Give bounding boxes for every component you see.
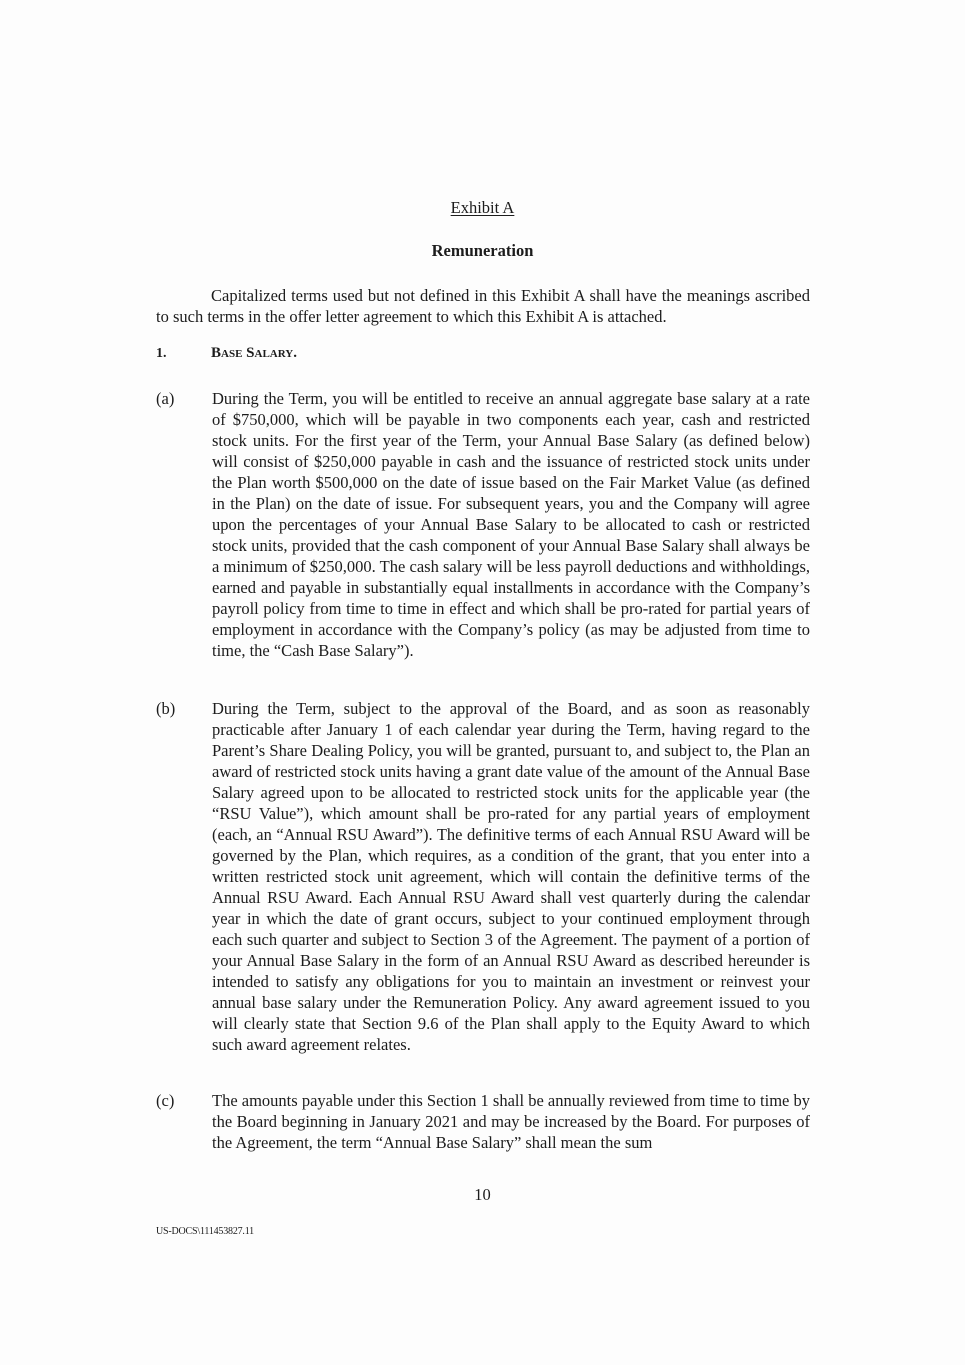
exhibit-title: Exhibit A	[450, 198, 515, 217]
clause-label: (c)	[156, 1091, 175, 1110]
document-id: US-DOCS\111453827.11	[156, 1226, 254, 1237]
page-number: 10	[474, 1185, 491, 1204]
clause-text: During the Term, you will be entitled to receive an annual aggregate base salary at a rate of $750,000, which will be payable in two components each year, cash and restricted stock units. For the first year of the Term, your Annual Base Salary (as defined below) will consist of $250,000 payable in cash and the issuance of restricted stock units under the Plan worth $500,000 on the date of issue based on the Fair Market Value (as defined in the Plan) on the date of issue. For subsequent years, you and the Company will agree upon the percentages of your Annual Base Salary to be allocated to cash or restricted stock units, provided that the cash component of your Annual Base Salary shall always be a minimum of $250,000. The cash salary will be less payroll deductions and withholdings, earned and payable in substantially equal installments in accordance with the Company’s payroll policy from time to time in effect and which shall be pro-rated for partial years of employment in accordance with the Company’s policy (as may be adjusted from time to time, the “Cash Base Salary”).	[212, 389, 810, 660]
section-heading: Remuneration	[431, 241, 534, 260]
section-number: 1.	[156, 346, 167, 361]
intro-paragraph: Capitalized terms used but not defined in this Exhibit A shall have the meanings ascribed to such terms in the offer letter agreement to which this Exhibit A is attached.	[156, 286, 810, 326]
clause-text: During the Term, subject to the approval of the Board, and as soon as reasonably practicable after January 1 of each calendar year during the Term, having regard to the Parent’s Share Dealing Policy, you will be granted, pursuant to, and subject to, the Plan an award of restricted stock units having a grant date value of the amount of the Annual Base Salary agreed upon to be allocated to restricted stock units for the applicable year (the “RSU Value”), which amount shall be pro-rated for any partial years of employment (each, an “Annual RSU Award”). The definitive terms of each Annual RSU Award will be governed by the Plan, which requires, as a condition of the grant, that you enter into a written restricted stock unit agreement, which will contain the definitive terms of the Annual RSU Award. Each Annual RSU Award shall vest quarterly during the calendar year in which the date of grant occurs, subject to your continued employment through each such quarter and subject to Section 3 of the Agreement. The payment of a portion of your Annual Base Salary in the form of an Annual RSU Award as described hereunder is intended to satisfy any obligations for you to maintain an investment or reinvest your annual base salary under the Remuneration Policy. Any award agreement issued to you will clearly state that Section 9.6 of the Plan shall apply to the Equity Award to which such award agreement relates.	[212, 699, 810, 1054]
clause-a	[156, 388, 810, 661]
section-1-heading	[156, 345, 297, 362]
clause-label: (b)	[156, 699, 176, 718]
clause-b	[156, 698, 810, 1055]
section-title: Base Salary.	[211, 345, 297, 361]
clause-label: (a)	[156, 389, 175, 408]
clause-text: The amounts payable under this Section 1 shall be annually reviewed from time to time by the Board beginning in January 2021 and may be increased by the Board. For purposes of the Agreement, the term “Annual Base Salary” shall mean the sum	[212, 1091, 810, 1152]
clause-c	[156, 1090, 810, 1153]
